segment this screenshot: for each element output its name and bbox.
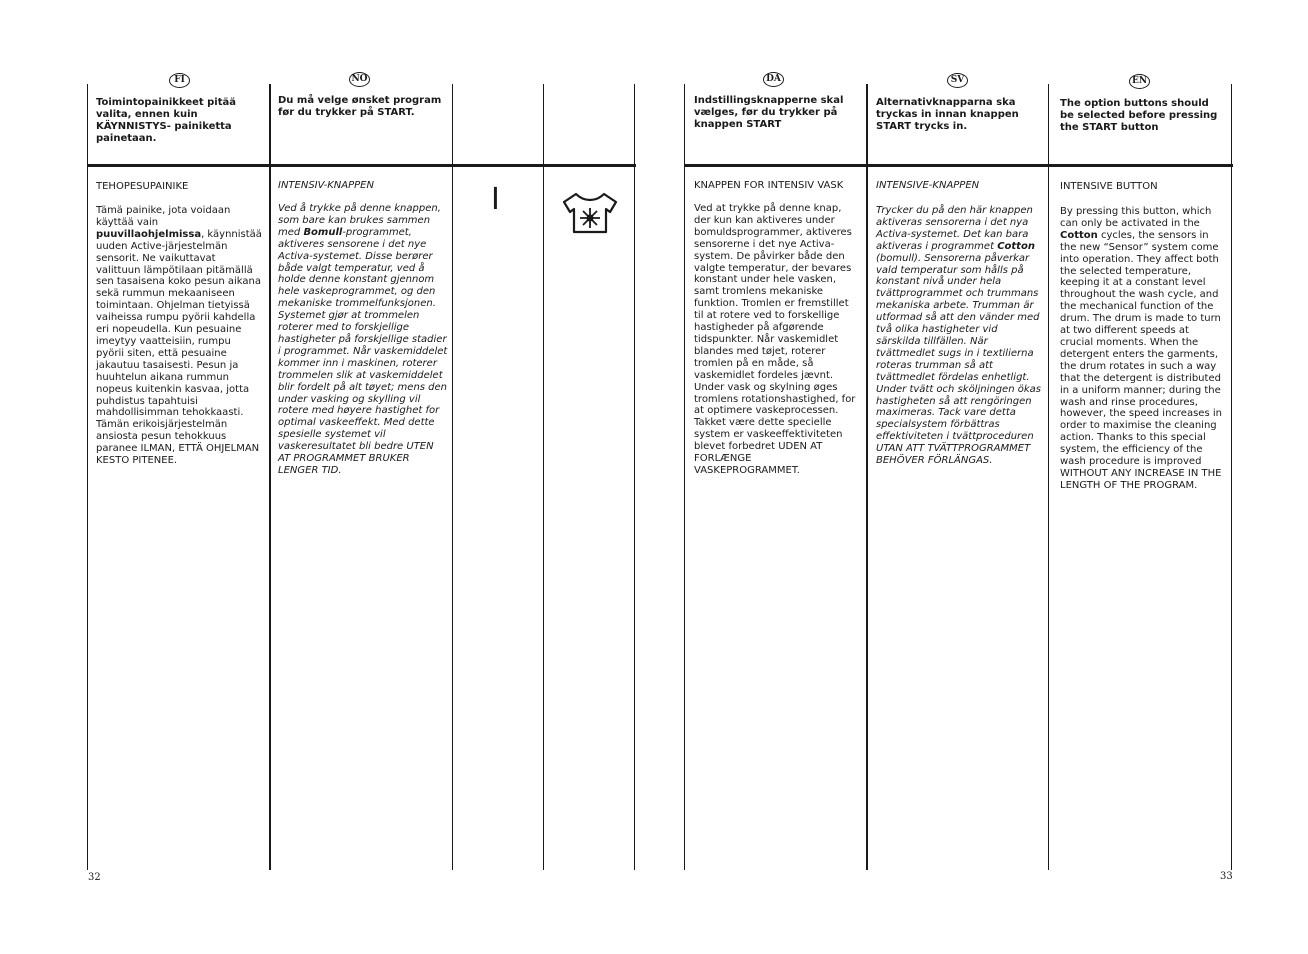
column-divider <box>87 84 88 870</box>
column-subheading-no: INTENSIV-KNAPPEN <box>278 180 374 191</box>
column-divider <box>269 84 271 870</box>
indicator-letter: I <box>491 182 500 217</box>
column-divider <box>634 84 635 870</box>
language-badge-fi: FI <box>169 73 190 88</box>
page-number-left: 32 <box>88 872 101 883</box>
header-rule <box>685 164 1233 167</box>
language-badge-da: DA <box>763 72 784 87</box>
column-subheading-en: INTENSIVE BUTTON <box>1060 181 1158 192</box>
column-subheading-fi: TEHOPESUPAINIKE <box>96 181 189 192</box>
column-subheading-da: KNAPPEN FOR INTENSIV VASK <box>694 180 844 191</box>
column-divider <box>866 84 868 870</box>
column-body-da: Ved at trykke på denne knap, der kun kan aktiveres under bomuldsprogrammer, aktiveres sensorerne i det nye Activa-system. De påvirker både den valgte temperatur, der bevares konstant under hele vasken, samt tromlens mekaniske funktion. Tromlen er fremstillet til at rotere ved to forskellige hastigheder på afgørende tidspunkter. Når vaskemidlet blandes med tøjet, roterer tromlen på en måde, så vaskemidlet fordeles jævnt. Under vask og skylning øges tromlens rotationshastighed, for at optimere vaskeprocessen. Takket være dette specielle system er vaskeeffektiviteten blevet forbedret UDEN AT FORLÆNGE VASKEPROGRAMMET. <box>694 203 856 476</box>
column-divider <box>1231 84 1232 870</box>
column-divider <box>543 84 544 870</box>
column-heading-no: Du må velge ønsket program før du trykker på START. <box>278 95 442 118</box>
column-heading-da: Indstillingsknapperne skal vælges, før du trykker på knappen START <box>694 95 844 130</box>
column-divider <box>452 84 453 870</box>
column-body-fi: Tämä painike, jota voidaan käyttää vain puuvillaohjelmissa, käynnistää uuden Active-järjestelmän sensorit. Ne vaikuttavat valittuun lämpötilaan pitämällä sen tasaisena koko pesun aikana sekä rummun mekaaniseen toimintaan. Ohjelman tietyissä vaiheissa rumpu pyörii kahdella eri nopeudella. Kun pesuaine imeytyy vaatteisiin, rumpu pyörii siten, että pesuaine jakautuu tasaisesti. Pesun ja huuhtelun aikana rummun nopeus kuitenkin kasvaa, jotta puhdistus tapahtuisi mahdollisimman tehokkaasti. Tämän erikoisjärjestelmän ansiosta pesun tehokkuus paranee ILMAN, ETTÄ OHJELMAN KESTO PITENEE. <box>96 205 262 467</box>
column-body-sv: Trycker du på den här knappen aktiveras sensorerna i det nya Activa-systemet. Det kan bara aktiveras i programmet Cotton (bomull). Sensorerna påverkar vald temperatur som hålls på konstant nivå under hela tvättprogrammet och trummans mekaniska arbete. Trumman är utformad så att den vänder med två olika hastigheter vid särskilda tillfällen. När tvättmedlet sugs in i textilierna roteras trumman så att tvättmedlet fördelas enhetligt. Under tvätt och sköljningen ökas hastigheten så att rengöringen maximeras. Tack vare detta specialsystem förbättras effektiviteten i tvättproceduren UTAN ATT TVÄTTPROGRAMMET BEHÖVER FÖRLÄNGAS. <box>876 205 1041 467</box>
column-body-no: Ved å trykke på denne knappen, som bare kan brukes sammen med Bomull-programmet, aktiveres sensorene i det nye Activa-systemet. Disse berører både valgt temperatur, ved å holde denne konstant gjennom hele vaskeprogrammet, og den mekaniske trommelfunksjonen. Systemet gjør at trommelen roterer med to forskjellige hastigheter på forskjellige stadier i programmet. Når vaskemiddelet kommer inn i maskinen, roterer trommelen slik at vaskemiddelet blir fordelt på alt tøyet; mens den under vasking og skylling vil rotere med høyere hastighet for optimal vaskeeffekt. Med dette spesielle systemet vil vaskeresultatet bli bedre UTEN AT PROGRAMMET BRUKER LENGER TID. <box>278 203 448 476</box>
column-body-en: By pressing this button, which can only be activated in the Cotton cycles, the sensors in the new “Sensor” system come into operation. They affect both the selected temperature, keeping it at a constant level throughout the wash cycle, and the mechanical function of the drum. The drum is made to turn at two different speeds at crucial moments. When the detergent enters the garments, the drum rotates in such a way that the detergent is distributed in a uniform manner; during the wash and rinse procedures, however, the speed increases in order to maximise the cleaning action. Thanks to this special system, the efficiency of the wash procedure is improved WITHOUT ANY INCREASE IN THE LENGTH OF THE PROGRAM. <box>1060 206 1222 491</box>
column-heading-sv: Alternativknapparna ska tryckas in innan knappen START trycks in. <box>876 97 1019 132</box>
language-badge-en: EN <box>1129 74 1150 89</box>
page-number-right: 33 <box>1220 871 1233 882</box>
language-badge-no: NO <box>349 72 370 87</box>
intensive-wash-shirt-icon <box>560 190 620 236</box>
column-divider <box>1048 84 1049 870</box>
column-divider <box>684 84 685 870</box>
language-badge-sv: SV <box>947 73 968 88</box>
column-heading-fi: Toimintopainikkeet pitää valita, ennen kuin KÄYNNISTYS- painiketta painetaan. <box>96 97 237 144</box>
column-subheading-sv: INTENSIVE-KNAPPEN <box>876 180 980 191</box>
header-rule <box>88 164 636 167</box>
column-heading-en: The option buttons should be selected before pressing the START button <box>1060 98 1218 133</box>
